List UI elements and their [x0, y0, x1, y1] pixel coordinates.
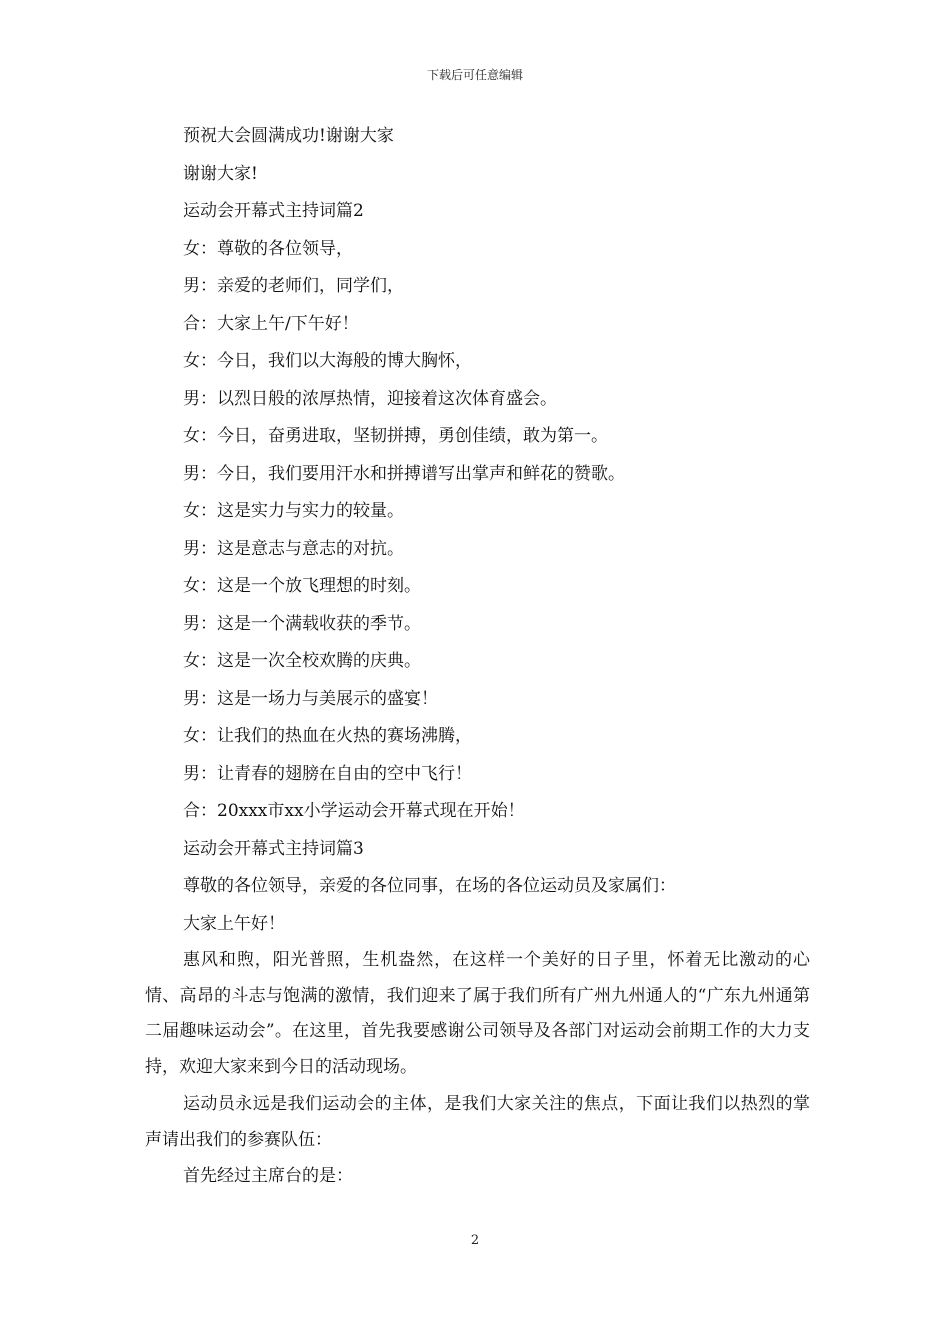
body-paragraph: 惠风和煦，阳光普照，生机盎然，在这样一个美好的日子里，怀着无比激动的心情、高昂的斗志与饱满的激情，我们迎来了属于我们所有广州九州通人的“广东九州通第二届趣味运动会”。在这里，首先我要感谢公司领导及各部门对运动会前期工作的大力支持，欢迎大家来到今日的活动现场。: [145, 950, 810, 1077]
text-line: 合：20xxx市xx小学运动会开幕式现在开始！: [183, 801, 525, 821]
text-line: 女：今日，我们以大海般的博大胸怀，: [183, 351, 472, 371]
text-line: 女：让我们的热血在火热的赛场沸腾，: [183, 726, 472, 746]
page-header: 下载后可任意编辑: [426, 68, 523, 82]
text-line: 女：今日，奋勇进取，坚韧拼搏，勇创佳绩，敢为第一。: [183, 426, 608, 446]
text-line: 男：今日，我们要用汗水和拼搏谱写出掌声和鲜花的赞歌。: [183, 463, 625, 484]
text-line: 预祝大会圆满成功!谢谢大家: [183, 126, 394, 146]
text-line: 女：这是实力与实力的较量。: [183, 501, 404, 521]
text-line: 男：这是意志与意志的对抗。: [183, 538, 404, 559]
text-line: 男：让青春的翅膀在自由的空中飞行！: [183, 763, 472, 784]
text-line: 男：这是一场力与美展示的盛宴！: [183, 688, 438, 709]
body-paragraph: 运动员永远是我们运动会的主体，是我们大家关注的焦点，下面让我们以热烈的掌声请出我们的参赛队伍：: [145, 1094, 810, 1150]
text-line: 女：尊敬的各位领导，: [183, 238, 353, 259]
text-line: 谢谢大家!: [183, 163, 258, 184]
section-heading: 运动会开幕式主持词篇3: [183, 838, 364, 859]
section-heading: 运动会开幕式主持词篇2: [183, 201, 364, 221]
text-line: 男：亲爱的老师们，同学们，: [183, 276, 404, 296]
document-body: [145, 118, 810, 1196]
text-line: 合：大家上午/下午好！: [183, 313, 359, 334]
text-line: 首先经过主席台的是：: [183, 1166, 353, 1186]
text-line: 女：这是一个放飞理想的时刻。: [183, 576, 421, 596]
page-number: 2: [470, 1233, 480, 1248]
text-line: 女：这是一次全校欢腾的庆典。: [183, 651, 421, 671]
text-line: 男：以烈日般的浓厚热情，迎接着这次体育盛会。: [183, 388, 557, 409]
text-line: 尊敬的各位领导，亲爱的各位同事，在场的各位运动员及家属们：: [183, 876, 676, 896]
text-line: 男：这是一个满载收获的季节。: [183, 613, 421, 634]
text-line: 大家上午好！: [183, 913, 285, 934]
